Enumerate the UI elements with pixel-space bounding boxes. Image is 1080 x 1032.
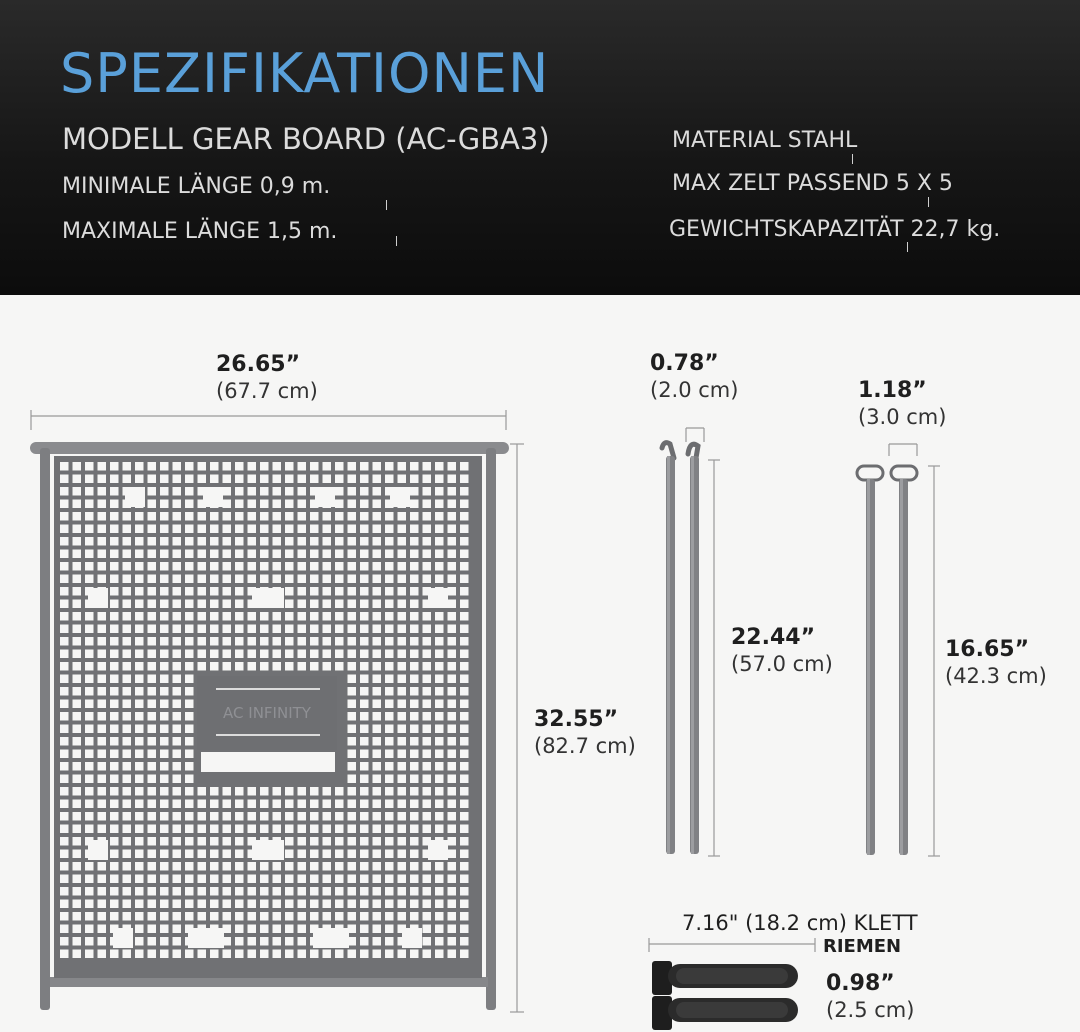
board-height-cm: (82.7 cm) [534,734,636,758]
hook-rods-length-inches: 22.44” [731,625,816,650]
hook-rods-length-dimension-line [708,460,720,856]
gear-board [30,442,509,1010]
hook-rod-left [662,443,675,854]
strap-type-label: RIEMEN [823,936,902,957]
board-width-cm: (67.7 cm) [216,379,318,403]
loop-rods-width-label [858,377,946,431]
board-height-inches: 32.55” [534,707,619,732]
hook-rods-width-dimension-line [686,428,704,442]
loop-rod-left [857,466,883,855]
hook-rod-right [688,444,699,854]
loop-rods-width-cm: (3.0 cm) [858,405,947,429]
page-title: SPEZIFIKATIONEN [60,42,550,105]
hook-rods-width-inches: 0.78” [650,351,719,376]
board-width-dimension-line [31,410,506,430]
loop-rod-right [891,466,917,855]
strap-width-inches: 0.98” [826,971,895,996]
loop-rods-length-label [945,636,1047,690]
strap-length-dimension-line [649,938,815,952]
velcro-strap-bottom [652,996,798,1030]
board-width-inches: 26.65” [216,352,301,377]
loop-rods-width-dimension-line [889,444,917,456]
board-width-label [216,351,318,405]
spec-max-tent: MAX ZELT PASSEND 5 X 5 [672,171,953,196]
hook-rods-length-label [731,624,833,678]
spec-model: MODELL GEAR BOARD (AC-GBA3) [62,122,550,156]
loop-rods-length-dimension-line [928,466,940,856]
spec-weight-capacity: GEWICHTSKAPAZITÄT 22,7 kg. [669,217,1001,242]
loop-rods-width-inches: 1.18” [858,378,927,403]
loop-rods-length-inches: 16.65” [945,637,1030,662]
strap-length-label: 7.16" (18.2 cm) KLETT [682,911,918,935]
spec-min-length: MINIMALE LÄNGE 0,9 m. [62,174,331,199]
board-height-dimension-line [510,444,524,1012]
hook-rods-length-cm: (57.0 cm) [731,652,833,676]
board-height-label [534,706,636,760]
logo-text: AC INFINITY [223,704,311,722]
velcro-strap-top [652,961,798,995]
spec-material: MATERIAL STAHL [672,128,858,153]
strap-width-label [826,970,914,1024]
hook-rods-width-cm: (2.0 cm) [650,378,739,402]
label-slot [201,752,335,772]
hook-rods-width-label [650,350,738,404]
spec-max-length: MAXIMALE LÄNGE 1,5 m. [62,219,338,244]
loop-rods-length-cm: (42.3 cm) [945,664,1047,688]
strap-width-cm: (2.5 cm) [826,998,915,1022]
